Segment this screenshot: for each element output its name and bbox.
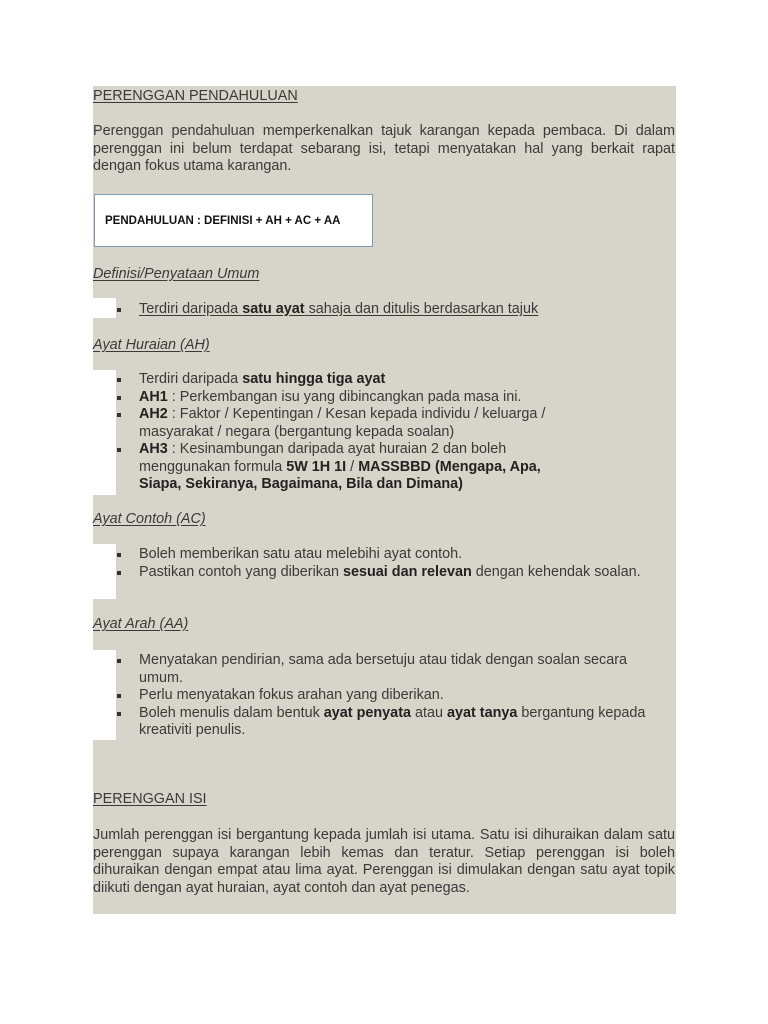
list-item xyxy=(94,301,674,319)
heading-pendahuluan: PERENGGAN PENDAHULUAN xyxy=(93,88,298,104)
list-item: Pastikan contoh yang diberikan sesuai dan relevan dengan kehendak soalan. xyxy=(94,564,674,582)
subheading-definisi: Definisi/Penyataan Umum xyxy=(93,266,260,282)
subheading-ayat-huraian: Ayat Huraian (AH) xyxy=(93,337,210,353)
definisi-list xyxy=(94,301,674,319)
formula-box xyxy=(94,194,373,247)
subheading-ayat-arah: Ayat Arah (AA) xyxy=(93,616,189,632)
heading-isi: PERENGGAN ISI xyxy=(93,791,207,807)
list-item-text: Terdiri daripada satu ayat sahaja dan ditulis berdasarkan tajuk xyxy=(139,301,539,317)
aa-list xyxy=(94,652,674,740)
list-item: Boleh memberikan satu atau melebihi ayat contoh. xyxy=(94,546,674,564)
ac-list xyxy=(94,546,674,581)
list-item: Boleh menulis dalam bentuk ayat penyata atau ayat tanya bergantung kepada kreativiti penulis. xyxy=(94,705,674,740)
subheading-ayat-contoh: Ayat Contoh (AC) xyxy=(93,511,206,527)
list-item: AH2 : Faktor / Kepentingan / Kesan kepada individu / keluarga / masyarakat / negara (bergantung kepada soalan) xyxy=(94,406,674,441)
formula-text: PENDAHULUAN : DEFINISI + AH + AC + AA xyxy=(105,215,341,227)
list-item: Terdiri daripada satu hingga tiga ayat xyxy=(94,371,674,389)
list-item: AH1 : Perkembangan isu yang dibincangkan pada masa ini. xyxy=(94,389,674,407)
list-item: Perlu menyatakan fokus arahan yang diberikan. xyxy=(94,687,674,705)
intro-paragraph: Perenggan pendahuluan memperkenalkan tajuk karangan kepada pembaca. Di dalam perenggan ini belum terdapat sebarang isi, tetapi menyatakan hal yang berkait rapat dengan fokus utama karangan. xyxy=(93,123,675,174)
list-item: Menyatakan pendirian, sama ada bersetuju atau tidak dengan soalan secara umum. xyxy=(94,652,674,687)
list-item: AH3 : Kesinambungan daripada ayat huraian 2 dan boleh menggunakan formula 5W 1H 1I / MASSBBD (Mengapa, Apa, Siapa, Sekiranya, Bagaimana, Bila dan Dimana) xyxy=(94,441,674,494)
ah-list xyxy=(94,371,674,494)
isi-paragraph: Jumlah perenggan isi bergantung kepada jumlah isi utama. Satu isi dihuraikan dalam satu perenggan supaya karangan lebih kemas dan teratur. Setiap perenggan isi boleh dihuraikan dengan empat atau lima ayat. Perenggan isi dimulakan dengan satu ayat topik diikuti dengan ayat huraian, ayat contoh dan ayat penegas. xyxy=(93,827,675,896)
